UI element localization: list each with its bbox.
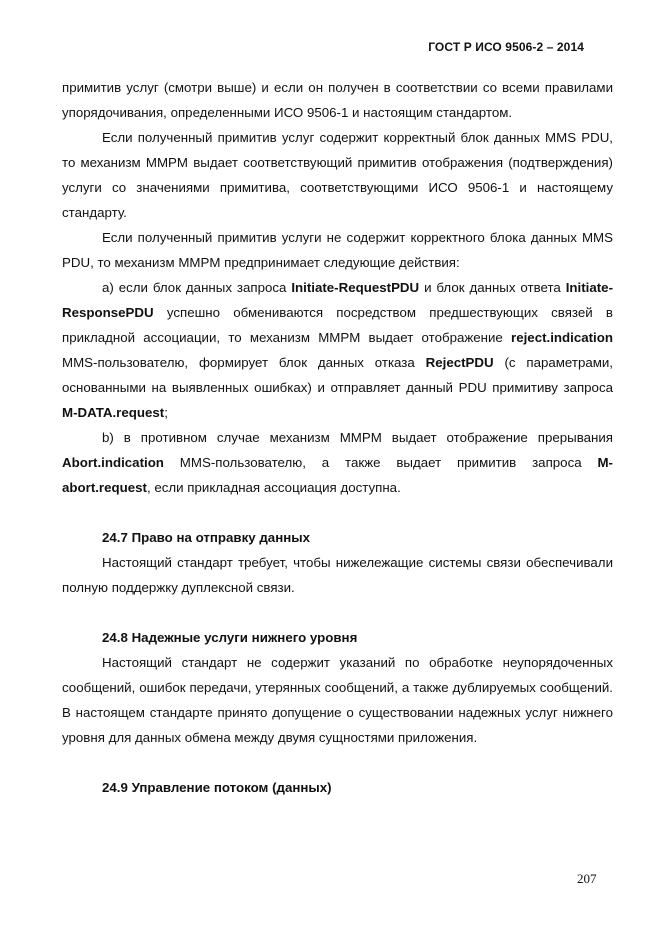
paragraph-correct-pdu: Если полученный примитив услуг содержит корректный блок данных MMS PDU, то механизм MMPM выдает соответствующий примитив отображения (подтверждения) услуги со значениями примитива, соответствующими ИСО 9506-1 и настоящему стандарту. [62,130,613,220]
section-body-24-7: Настоящий стандарт требует, чтобы нижележащие системы связи обеспечивали полную поддержку дуплексной связи. [62,555,613,595]
list-item-b: b) в противном случае механизм MMPM выдает отображение прерывания Abort.indication MMS-пользователю, а также выдает примитив запроса M-abort.request, если прикладная ассоциация доступна. [62,430,613,495]
page-body [62,75,613,800]
document-header: ГОСТ Р ИСО 9506-2 – 2014 [428,40,584,54]
list-item-a: а) если блок данных запроса Initiate-RequestPDU и блок данных ответа Initiate-ResponsePDU успешно обмениваются посредством предшествующих связей в прикладной ассоциации, то механизм MMPM выдает отображение reject.indication MMS-пользователю, формирует блок данных отказа RejectPDU (с параметрами, основанными на выявленных ошибках) и отправляет данный PDU примитиву запроса M-DATA.request; [62,280,614,420]
section-body-24-8: Настоящий стандарт не содержит указаний по обработке неупорядоченных сообщений, ошибок передачи, утерянных сообщений, а также дублируемых сообщений. В настоящем стандарте принято допущение о существовании надежных услуг нижнего уровня для данных обмена между двумя сущностями приложения. [62,655,613,745]
section-heading-24-7: 24.7 Право на отправку данных [102,530,311,545]
paragraph-continuation: примитив услуг (смотри выше) и если он получен в соответствии со всеми правилами упорядочивания, определенными ИСО 9506-1 и настоящим стандартом. [62,80,613,120]
section-heading-24-8: 24.8 Надежные услуги нижнего уровня [102,630,358,645]
page-number: 207 [577,871,597,886]
paragraph-incorrect-pdu: Если полученный примитив услуги не содержит корректного блока данных MMS PDU, то механизм MMPM предпринимает следующие действия: [62,230,613,270]
section-heading-24-9: 24.9 Управление потоком (данных) [102,780,332,795]
